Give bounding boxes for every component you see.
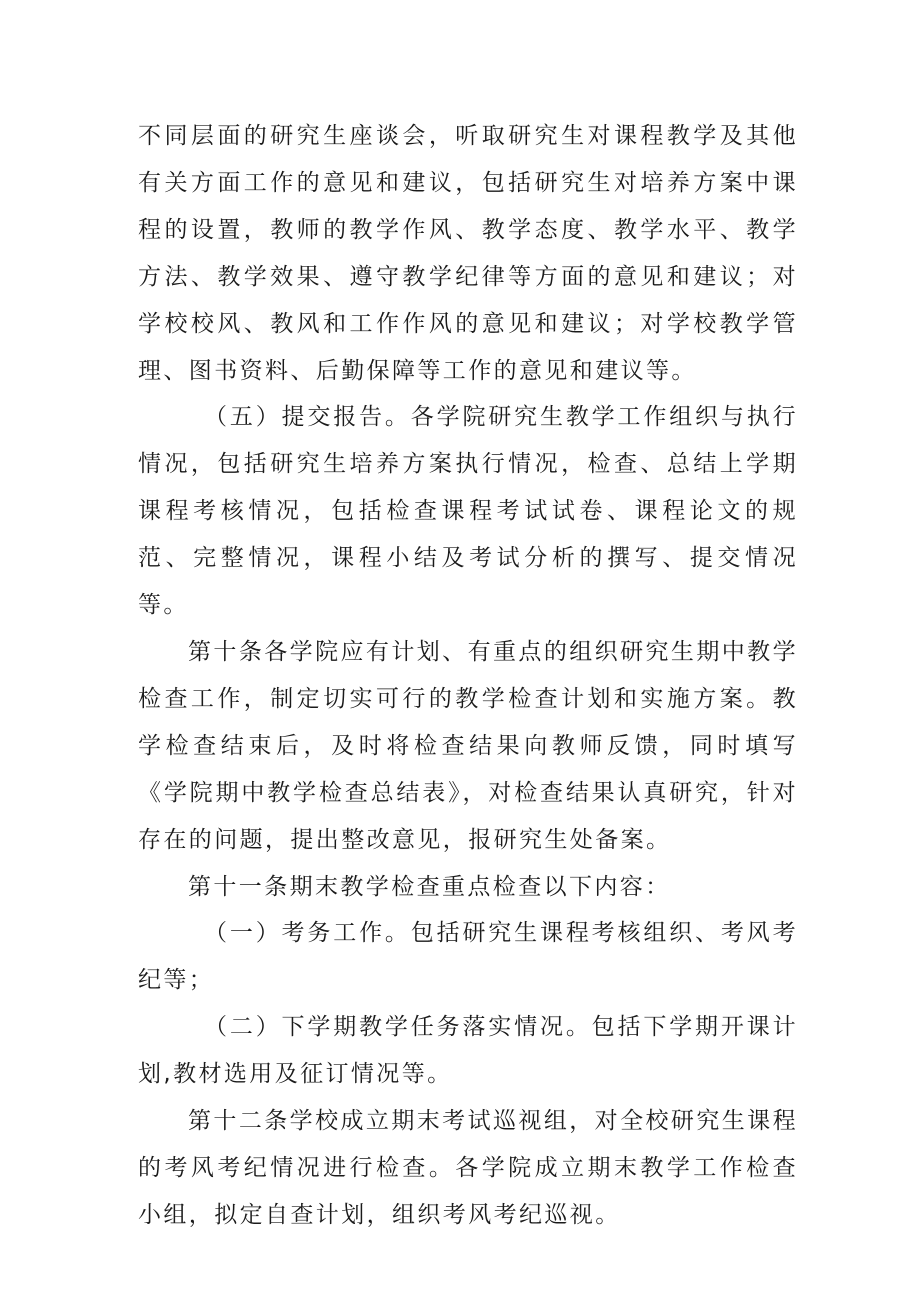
paragraph-article-10: 第十条各学院应有计划、有重点的组织研究生期中教学检查工作，制定切实可行的教学检查计划和实施方案。教学检查结束后，及时将检查结果向教师反馈，同时填写《学院期中教学检查总结表》，对检查结果认真研究，针对存在的问题，提出整改意见，报研究生处备案。 — [138, 638, 798, 853]
paragraph-article-11: 第十一条期末教学检查重点检查以下内容： — [188, 873, 671, 900]
paragraph-submit-report: （五）提交报告。各学院研究生教学工作组织与执行情况，包括研究生培养方案执行情况，检查、总结上学期课程考核情况，包括检查课程考试试卷、课程论文的规范、完整情况，课程小结及考试分析的撰写、提交情况等。 — [138, 404, 798, 619]
document-body — [138, 113, 798, 1239]
paragraph-next-term-tasks: （二）下学期教学任务落实情况。包括下学期开课计划,教材选用及征订情况等。 — [138, 1014, 798, 1088]
paragraph-article-12: 第十二条学校成立期末考试巡视组，对全校研究生课程的考风考纪情况进行检查。各学院成立期末教学工作检查小组，拟定自查计划，组织考风考纪巡视。 — [138, 1108, 798, 1228]
paragraph-exam-affairs: （一）考务工作。包括研究生课程考核组织、考风考纪等； — [138, 920, 798, 994]
paragraph-student-forum: 不同层面的研究生座谈会，听取研究生对课程教学及其他有关方面工作的意见和建议，包括研究生对培养方案中课程的设置，教师的教学作风、教学态度、教学水平、教学方法、教学效果、遵守教学纪律等方面的意见和建议；对学校校风、教风和工作作风的意见和建议；对学校教学管理、图书资料、后勤保障等工作的意见和建议等。 — [138, 123, 798, 384]
